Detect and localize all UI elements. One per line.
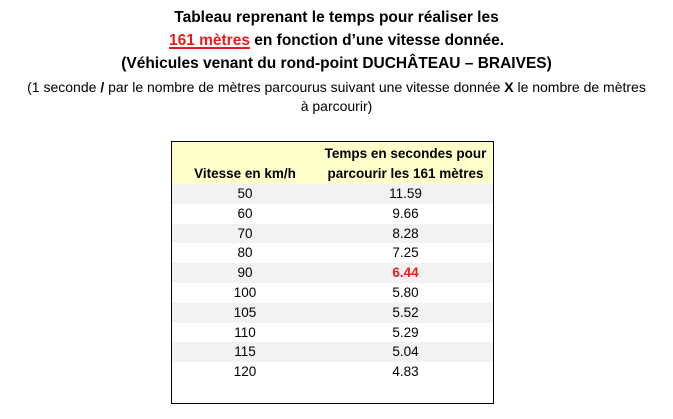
time-cell: 5.29 — [318, 323, 493, 343]
table-body — [172, 184, 493, 382]
speed-time-table — [172, 142, 493, 382]
title-text-2: en fonction d’une vitesse donnée. — [249, 32, 505, 49]
table-row — [172, 184, 493, 204]
table-row — [172, 323, 493, 343]
table-row — [172, 224, 493, 244]
time-cell: 4.83 — [318, 362, 493, 382]
time-cell: 5.80 — [318, 283, 493, 303]
speed-cell: 80 — [172, 243, 318, 263]
title-line-3 — [0, 53, 673, 75]
header-time-line-1: Temps en secondes pour — [324, 146, 487, 161]
formula-slash: / — [100, 79, 105, 95]
time-cell: 9.66 — [318, 204, 493, 224]
speed-cell: 120 — [172, 362, 318, 382]
subtitle-origin: (Véhicules venant du rond-point DUCHÂTEAU – BRAIVES) — [121, 55, 552, 72]
formula-part-1: (1 seconde — [27, 79, 101, 95]
speed-cell: 90 — [172, 263, 318, 283]
time-cell: 11.59 — [318, 184, 493, 204]
table-row — [172, 283, 493, 303]
title-text: Tableau reprenant le temps pour réaliser les — [174, 9, 499, 26]
speed-cell: 70 — [172, 224, 318, 244]
table-row — [172, 342, 493, 362]
formula-part-2: par le nombre de mètres parcourus suivant une vitesse donnée — [104, 79, 505, 95]
header-time-line-2: parcourir les 161 mètres — [327, 166, 484, 181]
header-time — [318, 142, 493, 184]
speed-cell: 60 — [172, 204, 318, 224]
time-cell: 7.25 — [318, 243, 493, 263]
time-cell: 5.04 — [318, 342, 493, 362]
speed-time-table-frame — [171, 141, 494, 404]
table-row — [172, 243, 493, 263]
speed-cell: 115 — [172, 342, 318, 362]
title-line-2 — [0, 30, 673, 52]
title-line-1 — [0, 7, 673, 29]
time-cell: 8.28 — [318, 224, 493, 244]
formula-part-3: le nombre de mètres — [513, 79, 646, 95]
speed-cell: 50 — [172, 184, 318, 204]
time-cell: 5.52 — [318, 303, 493, 323]
speed-cell: 105 — [172, 303, 318, 323]
distance-highlight: 161 mètres — [168, 32, 250, 49]
formula-line-2 — [0, 97, 673, 116]
formula-x: X — [504, 79, 514, 95]
speed-cell: 100 — [172, 283, 318, 303]
table-header-row — [172, 142, 493, 184]
formula-line-1 — [0, 78, 673, 97]
table-row — [172, 303, 493, 323]
header-speed: Vitesse en km/h — [172, 142, 318, 184]
speed-cell: 110 — [172, 323, 318, 343]
table-row — [172, 362, 493, 382]
table-row — [172, 263, 493, 283]
formula-part-4: à parcourir) — [300, 98, 373, 114]
table-row — [172, 204, 493, 224]
time-cell-highlighted: 6.44 — [318, 263, 493, 283]
